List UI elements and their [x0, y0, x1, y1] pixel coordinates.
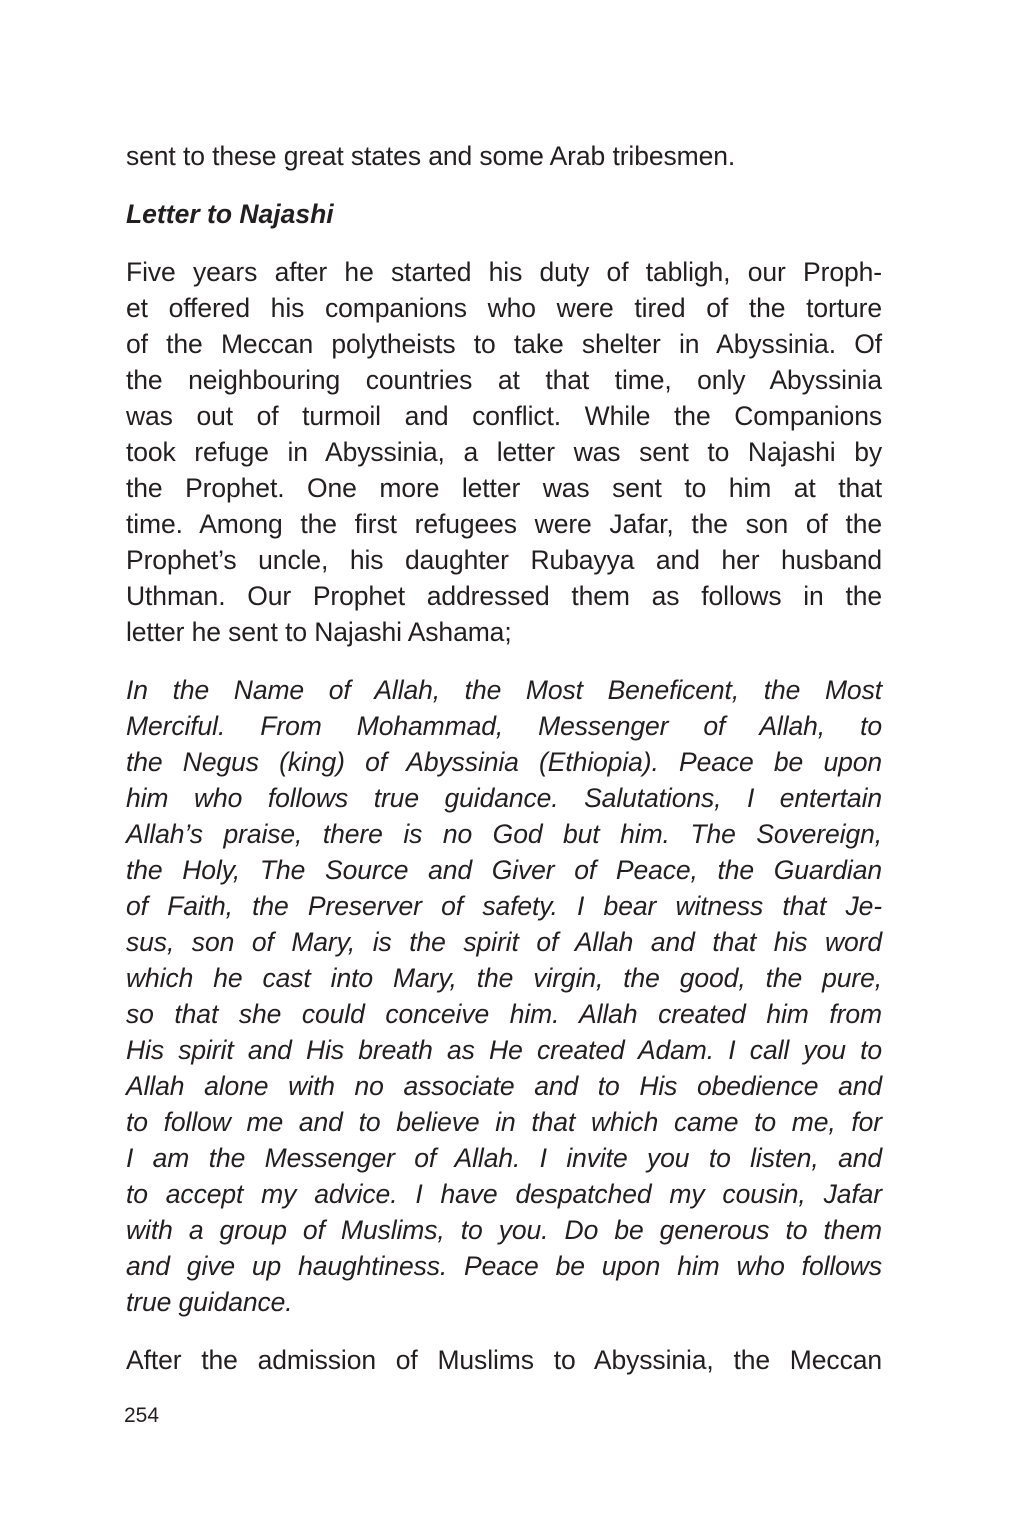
page-number: 254 — [124, 1404, 160, 1427]
text-line: of the Meccan polytheists to take shelter in Abyssinia. Of — [126, 329, 882, 359]
letter-line: to follow me and to believe in that which came to me, for — [126, 1107, 882, 1137]
letter-line: In the Name of Allah, the Most Beneficent, the Most — [126, 675, 882, 705]
text-line: letter he sent to Najashi Ashama; — [126, 617, 512, 647]
letter-line: true guidance. — [126, 1287, 293, 1317]
text-line: time. Among the first refugees were Jafar, the son of the — [126, 509, 882, 539]
text-line: Five years after he started his duty of tabligh, our Proph- — [126, 257, 882, 287]
letter-line: Allah’s praise, there is no God but him. The Sovereign, — [126, 819, 882, 849]
letter-line: so that she could conceive him. Allah created him from — [126, 999, 882, 1029]
letter-line: Allah alone with no associate and to His obedience and — [126, 1071, 882, 1101]
letter-line: Merciful. From Mohammad, Messenger of Allah, to — [126, 711, 882, 741]
letter-quote — [126, 672, 882, 1320]
letter-line: His spirit and His breath as He created Adam. I call you to — [126, 1035, 882, 1065]
section-heading: Letter to Najashi — [126, 199, 334, 229]
letter-line: I am the Messenger of Allah. I invite you to listen, and — [126, 1143, 882, 1173]
letter-line: the Holy, The Source and Giver of Peace, the Guardian — [126, 855, 882, 885]
text-line: the neighbouring countries at that time, only Abyssinia — [126, 365, 882, 395]
closing-line: After the admission of Muslims to Abyssinia, the Meccan — [126, 1345, 882, 1375]
text-line: Uthman. Our Prophet addressed them as follows in the — [126, 581, 882, 611]
text-line: et offered his companions who were tired of the torture — [126, 293, 882, 323]
letter-line: of Faith, the Preserver of safety. I bear witness that Je- — [126, 891, 882, 921]
letter-line: and give up haughtiness. Peace be upon him who follows — [126, 1251, 882, 1281]
intro-line: sent to these great states and some Arab tribesmen. — [126, 141, 736, 171]
letter-line: with a group of Muslims, to you. Do be generous to them — [126, 1215, 882, 1245]
text-line: was out of turmoil and conflict. While the Companions — [126, 401, 882, 431]
letter-line: the Negus (king) of Abyssinia (Ethiopia). Peace be upon — [126, 747, 882, 777]
letter-line: sus, son of Mary, is the spirit of Allah and that his word — [126, 927, 882, 957]
text-line: the Prophet. One more letter was sent to him at that — [126, 473, 882, 503]
paragraph-1 — [126, 254, 882, 650]
letter-line: which he cast into Mary, the virgin, the good, the pure, — [126, 963, 882, 993]
letter-line: to accept my advice. I have despatched my cousin, Jafar — [126, 1179, 882, 1209]
text-line: took refuge in Abyssinia, a letter was sent to Najashi by — [126, 437, 882, 467]
text-line: Prophet’s uncle, his daughter Rubayya and her husband — [126, 545, 882, 575]
page-body — [126, 138, 882, 1378]
letter-line: him who follows true guidance. Salutations, I entertain — [126, 783, 882, 813]
